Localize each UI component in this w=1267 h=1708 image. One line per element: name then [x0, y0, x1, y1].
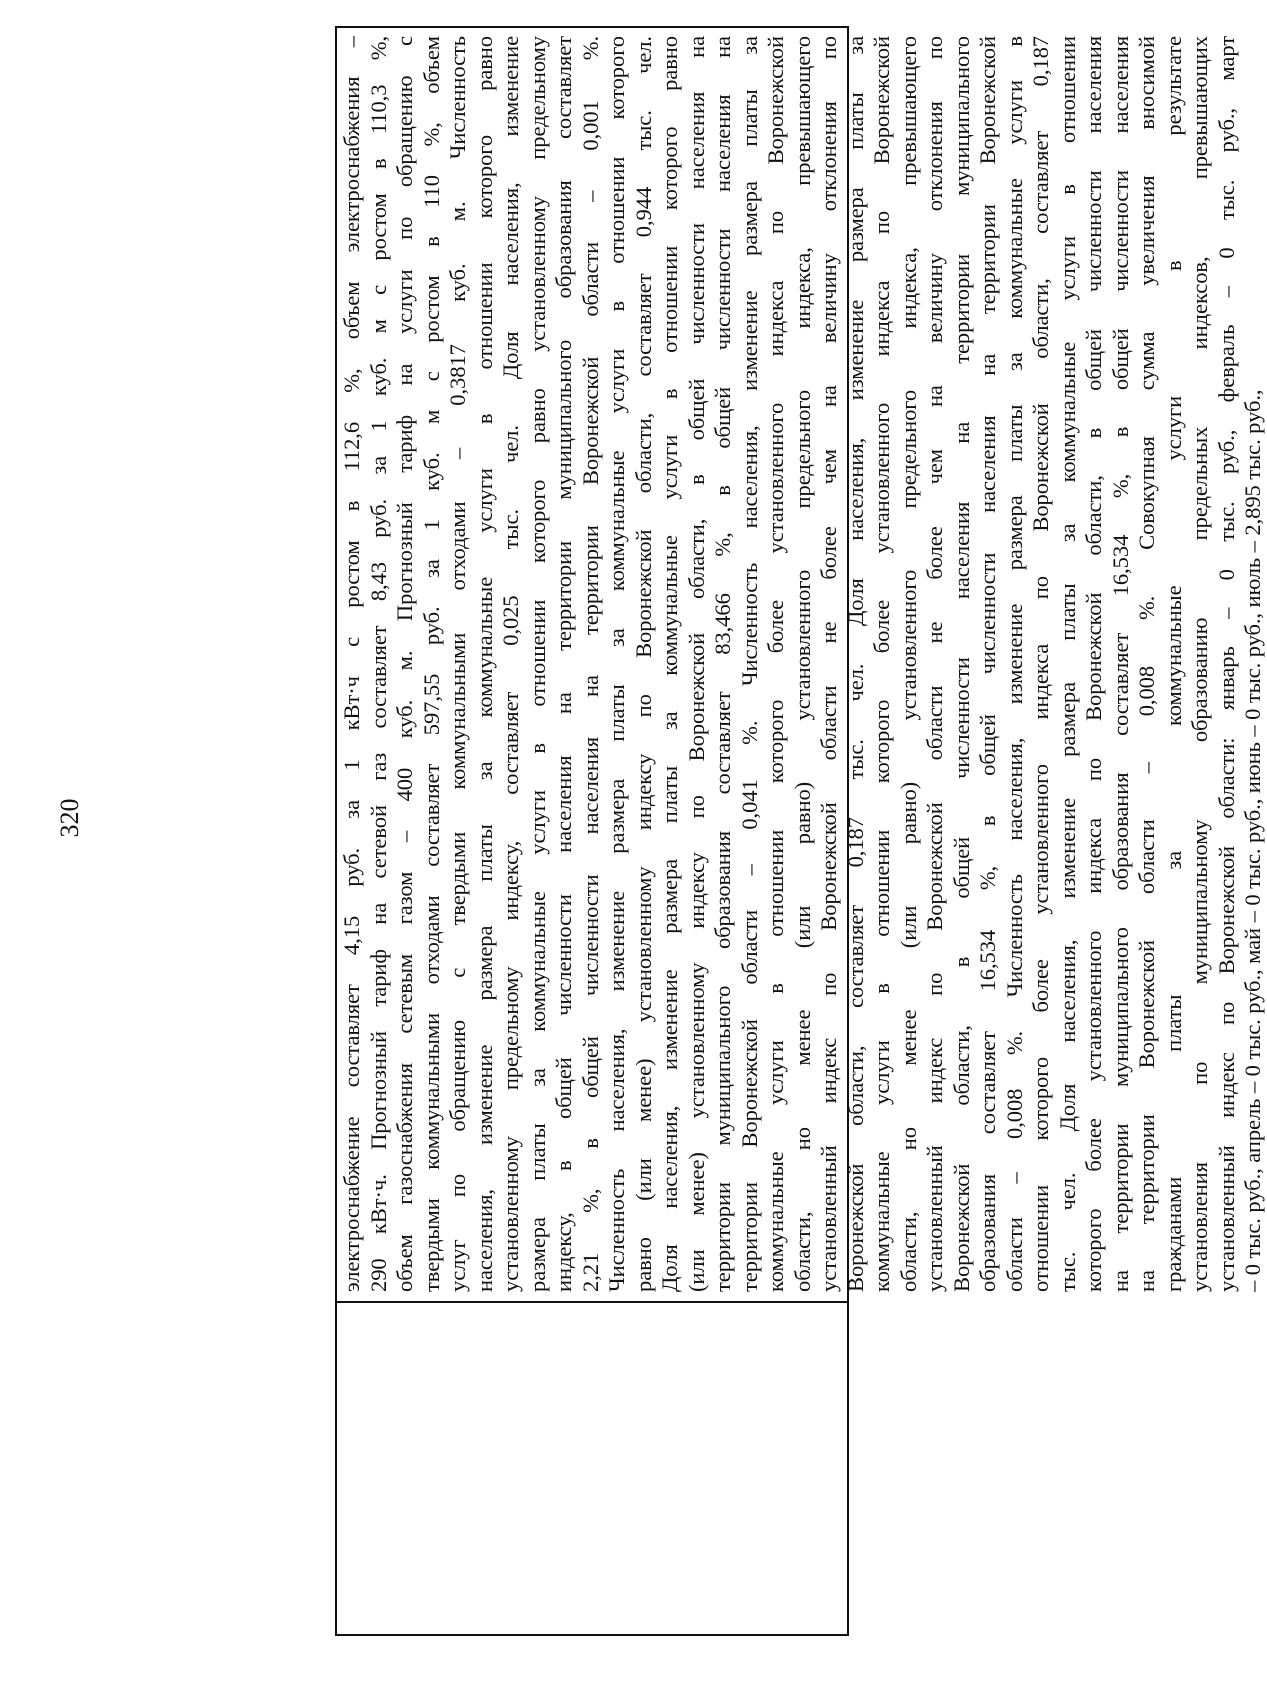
text-line: Численность населения, изменение размера платы за коммунальные услуги в отношении которого	[604, 36, 629, 1292]
text-line: отношении которого более установленного индекса по Воронежской области, составляет 0,187	[1028, 36, 1053, 1292]
text-line: установленному предельному индексу, составляет 0,025 тыс. чел. Доля населения, изменение	[498, 36, 523, 1292]
text-line: области – 0,008 %. Численность населения, изменение размера платы за коммунальные услуги в	[1001, 36, 1027, 1292]
text-line: объем газоснабжения сетевым газом – 400 куб. м. Прогнозный тариф на услуги по обращению с	[392, 36, 417, 1292]
text-line: территории муниципального образования составляет 83,466 %, в общей численности населения на	[710, 36, 735, 1292]
page-number: 320	[55, 798, 84, 838]
document-table	[335, 26, 1265, 1636]
text-line: населения, изменение размера платы за коммунальные услуги в отношении которого равно	[471, 36, 497, 1292]
text-line: 290 кВт·ч. Прогнозный тариф на сетевой газ составляет 8,43 руб. за 1 куб. м с ростом в 110,3 %,	[365, 36, 391, 1292]
text-line: – 0 тыс. руб., апрель – 0 тыс. руб., май – 0 тыс. руб., июнь – 0 тыс. руб., июль – 2,895 тыс. руб.,	[1240, 389, 1265, 1292]
text-line: коммунальные услуги в отношении которого более установленного индекса по Воронежской	[763, 36, 788, 1292]
table-cell-right	[335, 26, 1265, 1301]
text-line: Воронежской области, составляет 0,187 тыс. чел. Доля населения, изменение размера платы за	[842, 36, 868, 1292]
text-line: области, но менее (или равно) установленного предельного индекса, превышающего	[789, 36, 815, 1292]
text-line: области, но менее (или равно) установленного предельного индекса, превышающего	[895, 36, 921, 1292]
text-line: Доля населения, изменение размера платы за коммунальные услуги в отношении которого равно	[657, 36, 682, 1292]
text-line: на территории муниципального образования составляет 16,534 %, в общей численности населения	[1107, 36, 1133, 1292]
text-line: услуг по обращению с твердыми коммунальными отходами – 0,3817 куб. м. Численность	[445, 36, 470, 1292]
text-line: территории Воронежской области – 0,041 %. Численность населения, изменение размера платы за	[736, 36, 762, 1292]
table-cell-text	[339, 36, 1267, 1292]
text-line: которого более установленного индекса по Воронежской области, в общей численности населения	[1081, 36, 1106, 1292]
text-line: установленный индекс по Воронежской области не более чем на величину отклонения по	[922, 36, 947, 1292]
text-line: образования составляет 16,534 %, в общей численности населения на территории Воронежской	[975, 36, 1000, 1292]
text-line: гражданами платы за коммунальные услуги в результате	[1160, 36, 1186, 1292]
table-cell-left	[335, 1301, 849, 1636]
text-line: индексу, в общей численности населения на территории муниципального образования составляет	[551, 36, 576, 1292]
text-line: равно (или менее) установленному индексу по Воронежской области, составляет 0,944 тыс. чел.	[630, 36, 656, 1292]
text-line: тыс. чел. Доля населения, изменение размера платы за коммунальные услуги в отношении	[1054, 36, 1080, 1292]
text-line: электроснабжение составляет 4,15 руб. за 1 кВт·ч с ростом в 112,6 %, объем электроснабжения –	[339, 36, 364, 1292]
text-line: 2,21 %, в общей численности населения на территории Воронежской области – 0,001 %.	[577, 36, 603, 1292]
text-line: установления по муниципальному образованию предельных индексов, превышающих	[1187, 36, 1212, 1292]
text-line: установленный индекс по Воронежской области не более чем на величину отклонения по	[816, 36, 841, 1292]
text-line: твердыми коммунальными отходами составляет 597,55 руб. за 1 куб. м с ростом в 110 %, объем	[418, 36, 444, 1292]
text-line: коммунальные услуги в отношении которого более установленного индекса по Воронежской	[869, 36, 894, 1292]
text-line: размера платы за коммунальные услуги в отношении которого равно установленному предельному	[524, 36, 550, 1292]
text-line: на территории Воронежской области – 0,008 %. Совокупная сумма увеличения вносимой	[1134, 36, 1159, 1292]
text-line: установленный индекс по Воронежской области: январь – 0 тыс. руб., февраль – 0 тыс. руб., март	[1213, 36, 1239, 1292]
text-line: (или менее) установленному индексу по Воронежской области, в общей численности населения на	[683, 36, 709, 1292]
text-line: Воронежской области, в общей численности населения на территории муниципального	[948, 36, 974, 1292]
